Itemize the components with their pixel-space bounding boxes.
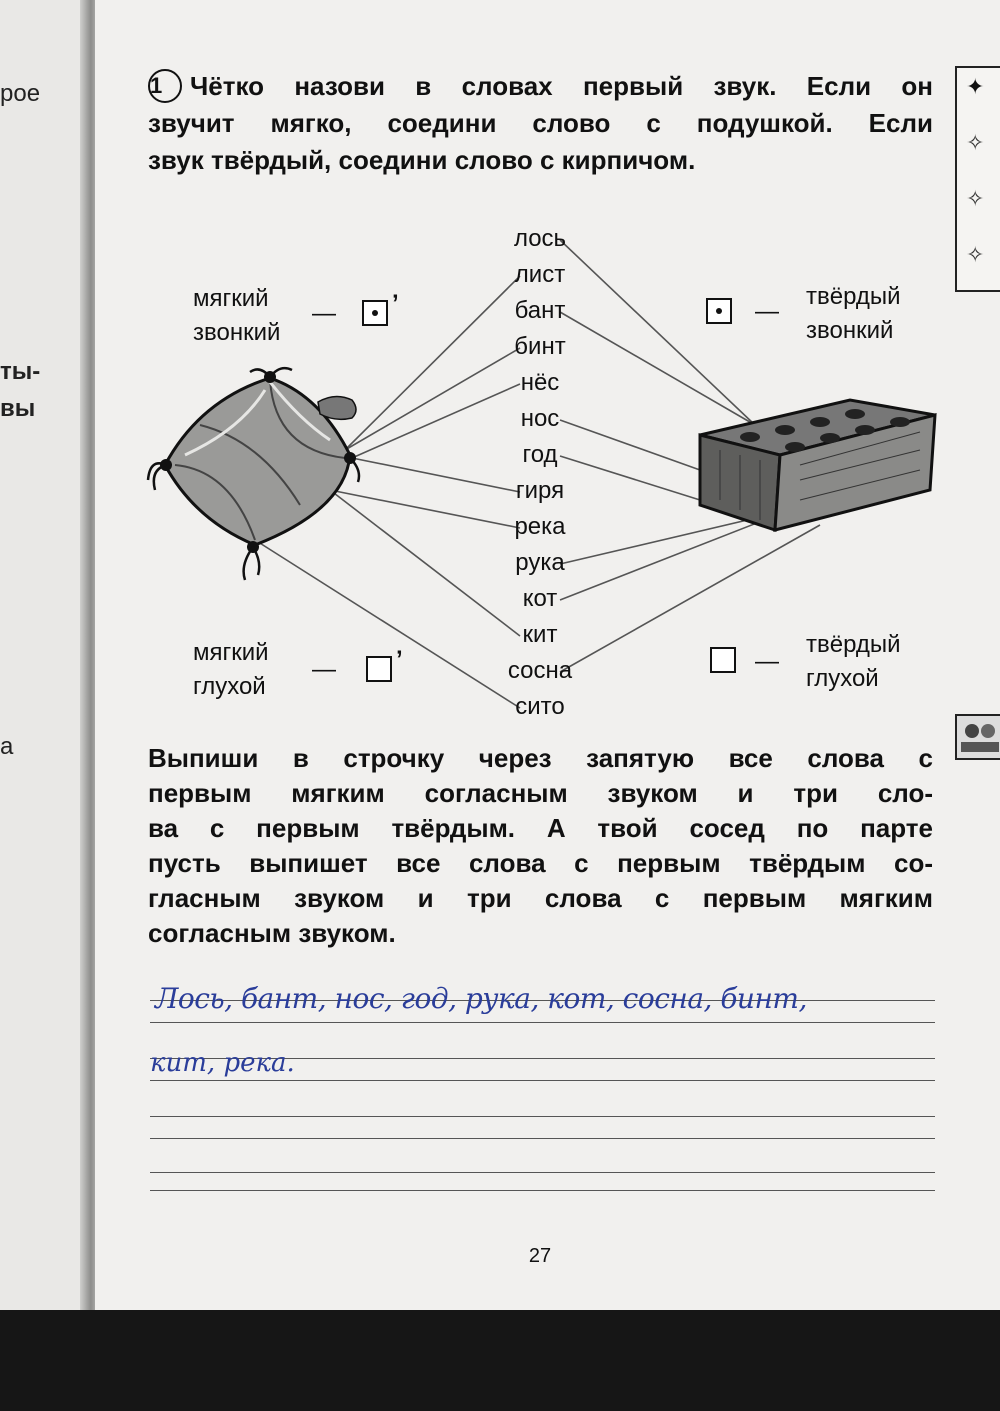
legend-dash: — [755, 298, 779, 325]
hard-voiced-label: твёрдый звонкий [806, 283, 901, 344]
soft-voiced-label: мягкий звонкий [193, 285, 281, 346]
left-page-fragment: вы [0, 395, 36, 422]
legend-dash: — [755, 648, 779, 675]
instruction-line: звучит мягко, соедини слово с подушкой. Если [148, 108, 933, 138]
left-page-fragment: а [0, 733, 14, 760]
match-word: нёс [520, 369, 560, 396]
match-word: год [522, 441, 558, 468]
hard-consonant-box-dotted [706, 298, 732, 324]
handwritten-answer-line: кит, река. [150, 1048, 295, 1078]
maple-leaf-icon: ✧ [966, 130, 985, 155]
match-word: река [514, 513, 566, 540]
page-number: 27 [528, 1245, 552, 1267]
hard-consonant-box [710, 647, 736, 673]
match-word: сито [515, 693, 565, 720]
soft-consonant-box-dotted [362, 300, 388, 326]
softness-mark: ’ [396, 646, 403, 673]
left-page-fragment: рое [0, 80, 41, 107]
instruction-line: ва с первым твёрдым. А твой сосед по парте [148, 813, 933, 843]
match-word: кот [522, 585, 558, 612]
scan-background [0, 1310, 1000, 1411]
connection-line [255, 540, 520, 708]
maple-leaf-icon: ✧ [966, 186, 985, 211]
match-word: бант [514, 297, 566, 324]
softness-mark: ’ [392, 290, 399, 317]
pair-work-icon [955, 714, 1000, 760]
match-word: бинт [514, 333, 566, 360]
match-word: лист [514, 261, 566, 288]
instruction-line: Выпиши в строчку через запятую все слова с [148, 743, 933, 773]
instruction-line: согласным звуком. [148, 918, 396, 948]
task2-instructions [148, 741, 933, 951]
handwritten-answer-line: Лось, бант, нос, год, рука, кот, сосна, бинт, [155, 982, 807, 1015]
task-number-badge: 1 [148, 69, 182, 103]
soft-voiceless-label: мягкий глухой [193, 639, 269, 700]
instruction-line: первым мягким согласным звуком и три сло- [148, 778, 933, 808]
hard-voiceless-label: твёрдый глухой [806, 631, 901, 692]
maple-leaf-icon: ✦ [966, 74, 985, 99]
match-word: сосна [507, 657, 573, 684]
connection-line [560, 525, 820, 672]
match-word: гиря [515, 477, 565, 504]
instruction-line: пусть выпишет все слова с первым твёрдым со- [148, 848, 933, 878]
match-word: кит [522, 621, 558, 648]
instruction-line: звук твёрдый, соедини слово с кирпичом. [148, 145, 696, 175]
left-page-fragment: ты- [0, 358, 41, 385]
match-word: рука [515, 549, 565, 576]
maple-leaf-icon: ✧ [966, 242, 985, 267]
match-word: нос [520, 405, 560, 432]
instruction-line: гласным звуком и три слова с первым мягким [148, 883, 933, 913]
brick-illustration [700, 400, 935, 530]
soft-consonant-box [366, 656, 392, 682]
match-word: лось [513, 225, 567, 252]
legend-dash: — [312, 656, 336, 683]
pillow-illustration [148, 368, 359, 580]
legend-dash: — [312, 300, 336, 327]
instruction-line: Чётко назови в словах первый звук. Если он [190, 71, 933, 101]
